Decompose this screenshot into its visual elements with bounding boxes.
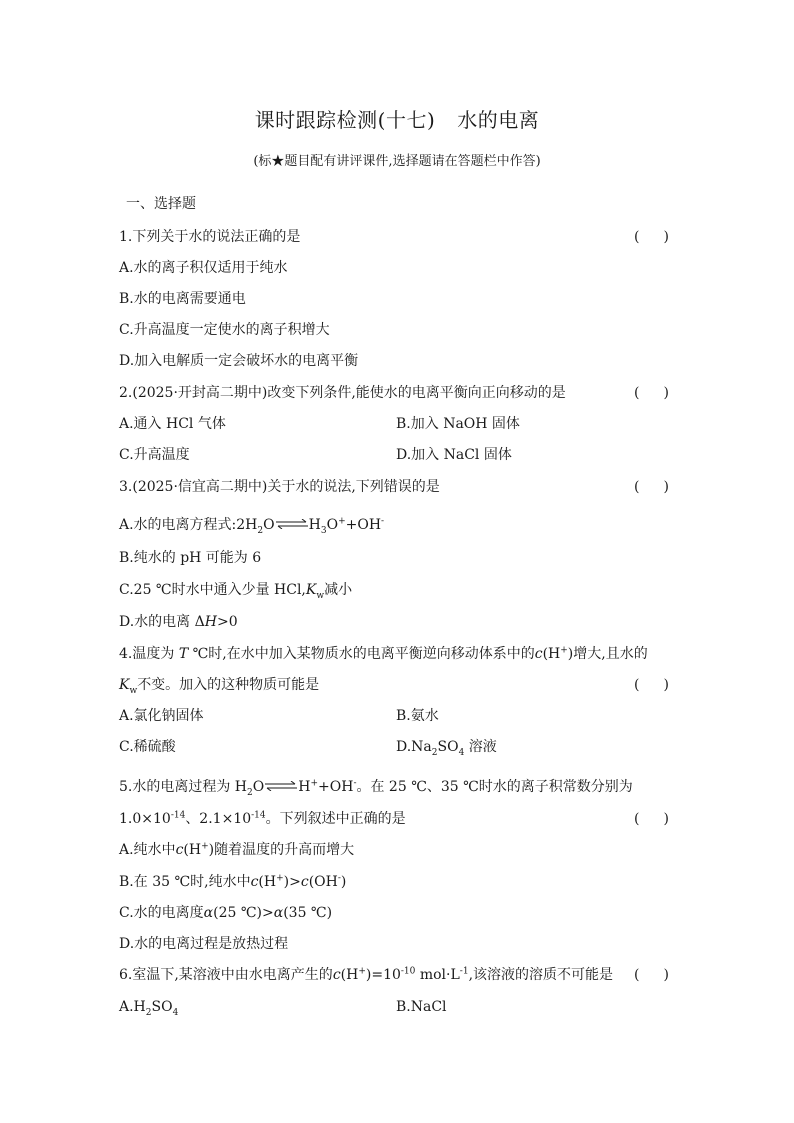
q2-option-c: C.升高温度 <box>119 447 190 463</box>
equilibrium-arrow-icon <box>265 783 297 791</box>
q6-option-b: B.NaCl <box>396 999 447 1015</box>
equilibrium-arrow-icon <box>276 521 308 529</box>
q2-stem: 2.(2025·开封高二期中)改变下列条件,能使水的电离平衡向正向移动的是 <box>119 385 566 401</box>
q1-option-d: D.加入电解质一定会破坏水的电离平衡 <box>119 353 359 369</box>
q2-option-a: A.通入 HCl 气体 <box>119 416 226 432</box>
q5-stem-line1: 5.水的电离过程为 $H_2O$ H++OH-。在 25 ℃、35 ℃时水的离子积常数分别为 <box>119 778 633 798</box>
q2-option-b: B.加入 NaOH 固体 <box>396 416 520 432</box>
q2-option-d: D.加入 NaCl 固体 <box>396 447 512 463</box>
title-main: 课时跟踪检测(十七) <box>254 108 436 132</box>
q1-option-a: A.水的离子积仅适用于纯水 <box>119 260 288 276</box>
q3-option-c: C.25 ℃时水中通入少量 $HCl,K_w$减小 <box>119 582 353 601</box>
q4-option-b: B.氨水 <box>396 708 439 724</box>
q5-option-a: A.纯水中c(H+)随着温度的升高而增大 <box>119 841 355 858</box>
q1-answer-blank[interactable]: ( ) <box>634 229 669 245</box>
q4-option-d: $D.Na_2SO_4$ 溶液 <box>396 739 497 758</box>
section-heading: 一、选择题 <box>126 196 196 212</box>
q4-stem-line1: 4.温度为 T ℃时,在水中加入某物质水的电离平衡逆向移动体系中的c(H+)增大,且水的 <box>119 645 648 662</box>
q6-answer-blank[interactable]: ( ) <box>634 967 669 983</box>
q1-option-b: B.水的电离需要通电 <box>119 291 246 307</box>
q1-stem: 1.下列关于水的说法正确的是 <box>119 229 301 245</box>
q4-answer-blank[interactable]: ( ) <box>634 677 669 693</box>
q5-answer-blank[interactable]: ( ) <box>634 811 669 827</box>
q4-option-a: A.氯化钠固体 <box>119 708 204 724</box>
q1-option-c: C.升高温度一定使水的离子积增大 <box>119 322 330 338</box>
q3-option-b: B.纯水的 pH 可能为 6 <box>119 550 262 566</box>
q3-answer-blank[interactable]: ( ) <box>634 479 669 495</box>
q5-option-c: C.水的电离度α(25 ℃)>α(35 ℃) <box>119 905 333 921</box>
q4-stem-line2: $K_w$不变。加入的这种物质可能是 <box>119 677 320 696</box>
page-subtitle: (标★题目配有讲评课件,选择题请在答题栏中作答) <box>253 154 541 169</box>
q6-stem: 6.室温下,某溶液中由水电离产生的$c(H^+)=10^{-10}$ $mol\cdot L^{-1}$,该溶液的溶质不可能是 <box>119 966 614 983</box>
q5-option-d: D.水的电离过程是放热过程 <box>119 936 289 952</box>
page-title <box>0 104 794 133</box>
q6-option-a: $A.H_2SO_4$ <box>119 999 179 1018</box>
q4-option-c: C.稀硫酸 <box>119 739 176 755</box>
q5-option-b: B.在 35 ℃时,纯水中c(H+)>c(OH-) <box>119 873 347 890</box>
title-topic: 水的电离 <box>457 108 540 132</box>
q2-answer-blank[interactable]: ( ) <box>634 385 669 401</box>
q5-stem-line2: $1.0\times 10^{-14}$、$2.1\times 10^{-14}$。下列叙述中正确的是 <box>119 810 406 827</box>
q3-stem: 3.(2025·信宜高二期中)关于水的说法,下列错误的是 <box>119 479 440 495</box>
q3-option-a: A.水的电离方程式$:2H_2O$ $H_3O^++OH^-$ <box>119 516 385 536</box>
q3-option-d: D.水的电离 ΔH>0 <box>119 614 238 630</box>
